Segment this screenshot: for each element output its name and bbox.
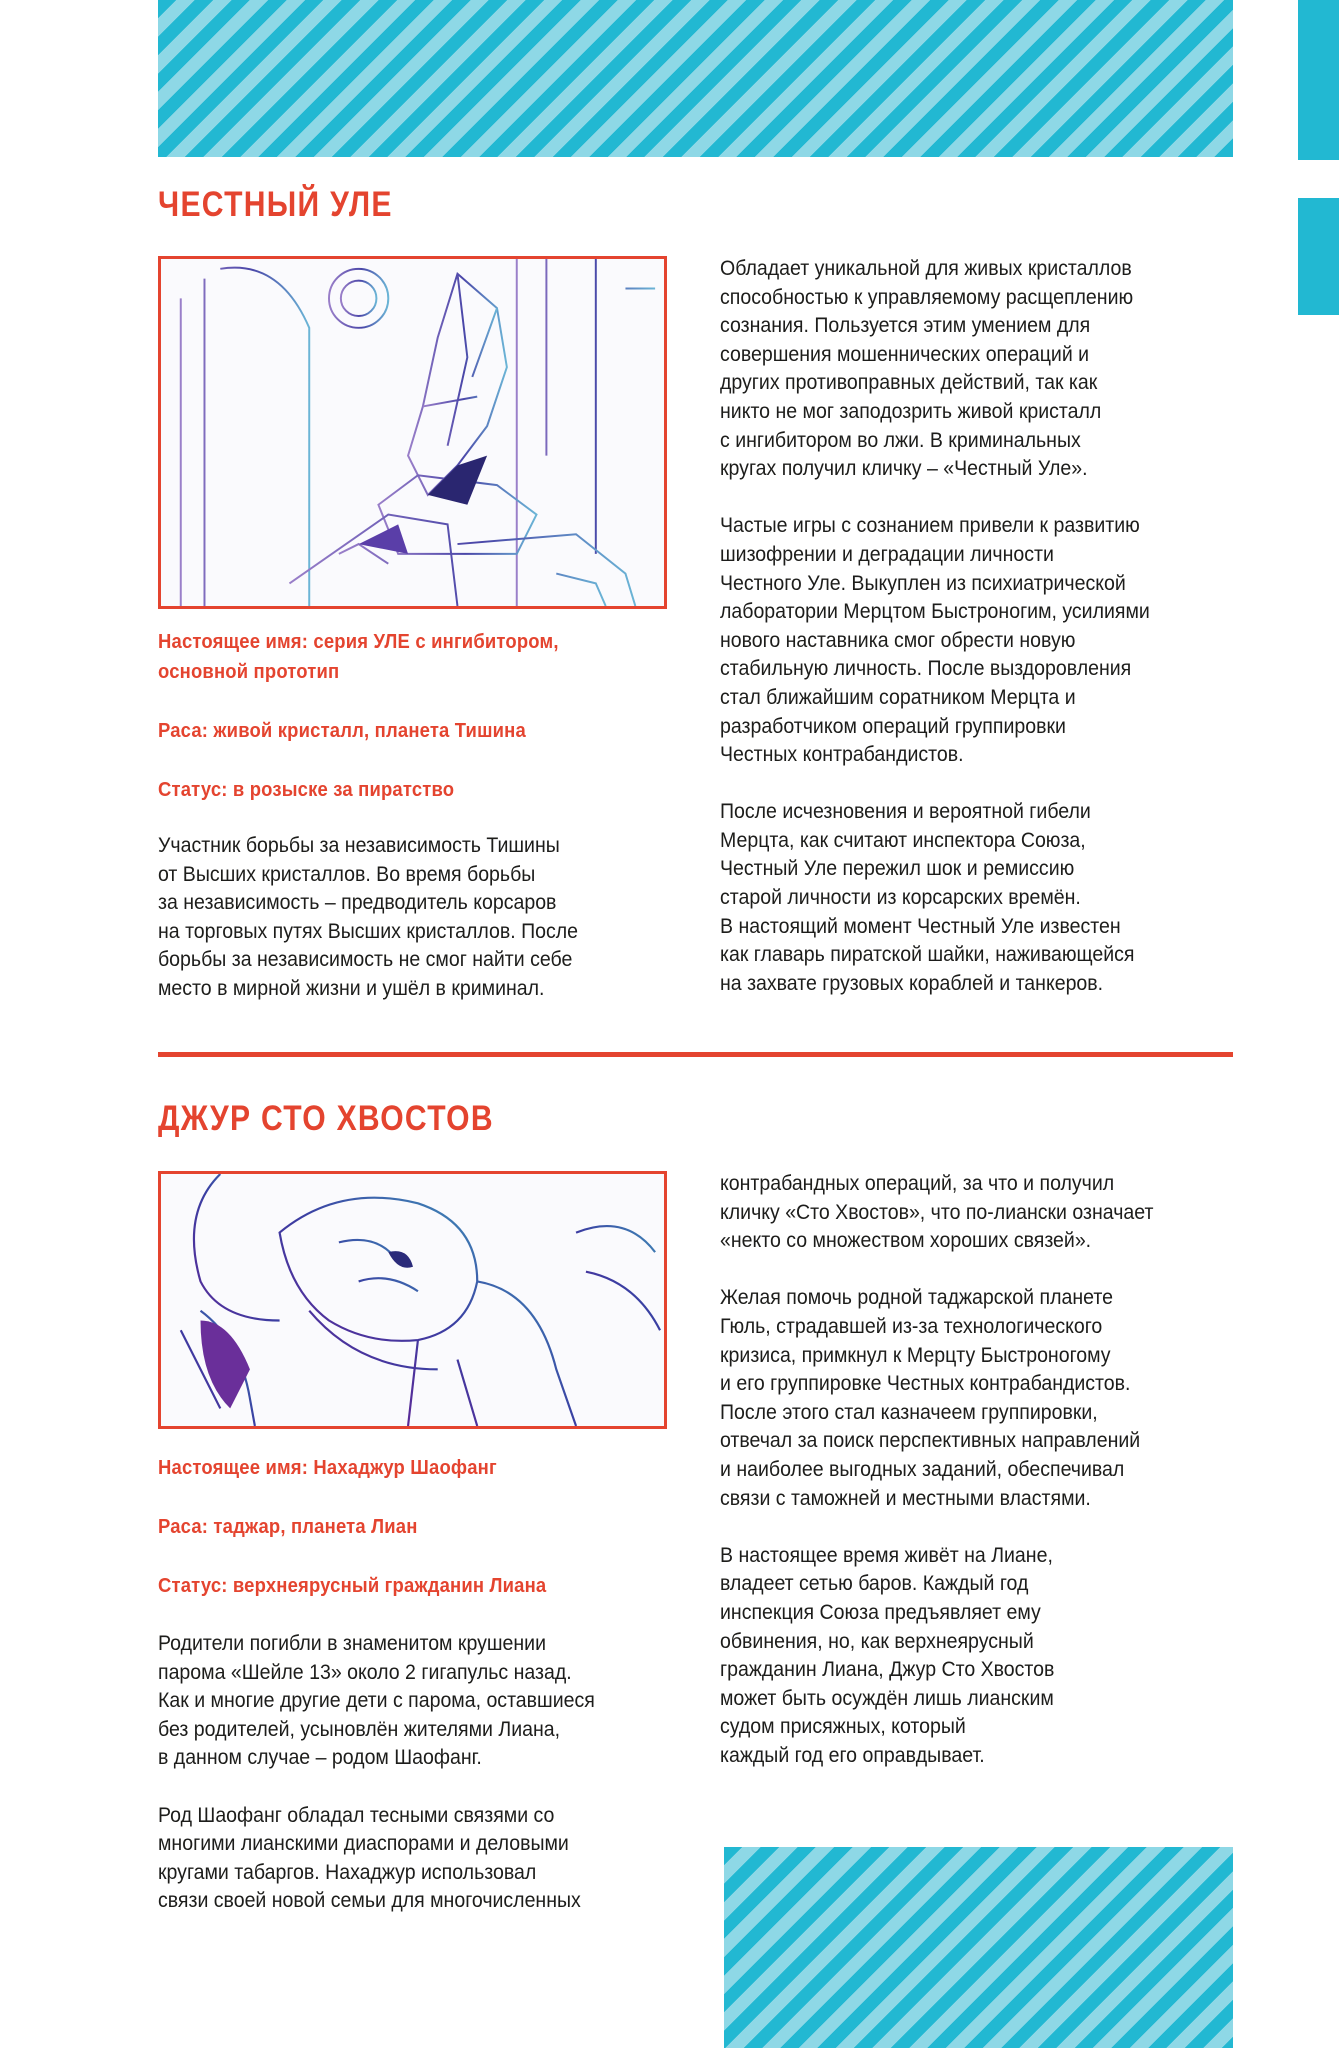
paragraph: Частые игры с сознанием привели к развитию шизофрении и деградации личности Честного Уле. Выкуплен из психиатрической лаборатории Мерцтом Быстроногим, усилиями нового наставника смог обрести новую стабильную личность. После выздоровления стал ближайшим соратником Мерцта и разработчиком операций группировки Честных контрабандистов. <box>720 514 1150 767</box>
meta-real-name: Настоящее имя: Нахаджур Шаофанг <box>158 1456 497 1479</box>
top-stripe-banner <box>158 0 1233 157</box>
section-divider <box>158 1052 1233 1057</box>
meta-race: Раса: живой кристалл, планета Тишина <box>158 719 526 742</box>
paragraph: После исчезновения и вероятной гибели Мерцта, как считают инспектора Союза, Честный Уле пережил шок и ремиссию старой личности из корсарских времён. В настоящий момент Честный Уле известен как главарь пиратской шайки, наживающейся на захвате грузовых кораблей и танкеров. <box>720 800 1135 995</box>
character-meta <box>158 1453 678 1601</box>
section-title-honest-ule: ЧЕСТНЫЙ УЛЕ <box>158 185 393 224</box>
section-title-jur-hundred-tails: ДЖУР СТО ХВОСТОВ <box>158 1099 494 1138</box>
paragraph: В настоящее время живёт на Лиане, владеет сетью баров. Каждый год инспекция Союза предъявляет ему обвинения, но, как верхнеярусный гражданин Лиана, Джур Сто Хвостов может быть осуждён лишь лианским судом присяжных, который каждый год его оправдывает. <box>720 1543 1055 1767</box>
bottom-stripe-banner <box>724 1847 1233 2048</box>
meta-real-name: Настоящее имя: серия УЛЕ с ингибитором, основной прототип <box>158 630 559 683</box>
character-illustration <box>158 1171 667 1429</box>
biography-left <box>158 1630 758 1916</box>
paragraph: контрабандных операций, за что и получил кличку «Сто Хвостов», что по-лиански означает «некто со множеством хороших связей». <box>720 1172 1154 1253</box>
paragraph: Родители погибли в знаменитом крушении парома «Шейле 13» около 2 гигапульс назад. Как и многие другие дети с парома, оставшиеся без родителей, усыновлён жителями Лиана, в данном случае – родом Шаофанг. <box>158 1632 595 1770</box>
meta-race: Раса: таджар, планета Лиан <box>158 1515 418 1538</box>
meta-status: Статус: верхнеярусный гражданин Лиана <box>158 1574 547 1597</box>
paragraph: Род Шаофанг обладал тесными связями со многими лианскими диаспорами и деловыми кругами табаргов. Нахаджур использовал связи своей новой семьи для многочисленных <box>158 1803 581 1913</box>
paragraph: Обладает уникальной для живых кристаллов способностью к управляемому расщеплению сознания. Пользуется этим умением для совершения мошеннических операций и других противоправных действий, так как никто не мог заподозрить живой кристалл с ингибитором во лжи. В криминальных кругах получил кличку – «Честный Уле». <box>720 257 1134 481</box>
character-meta <box>158 627 678 805</box>
character-illustration <box>158 256 667 609</box>
biography-left <box>158 832 758 1004</box>
biography-right <box>720 1170 1320 1770</box>
crystal-alien-sketch-icon <box>161 259 664 606</box>
biography-right <box>720 255 1320 998</box>
page-tab-upper <box>1298 0 1339 160</box>
reptile-alien-sketch-icon <box>161 1174 664 1426</box>
meta-status: Статус: в розыске за пиратство <box>158 778 455 801</box>
paragraph: Участник борьбы за независимость Тишины от Высших кристаллов. Во время борьбы за независимость – предводитель корсаров на торговых путях Высших кристаллов. После борьбы за независимость не смог найти себе место в мирной жизни и ушёл в криминал. <box>158 834 579 1000</box>
paragraph: Желая помочь родной таджарской планете Гюль, страдавшей из-за технологического кризиса, примкнул к Мерцту Быстроногому и его группировке Честных контрабандистов. После этого стал казначеем группировки, отвечал за поиск перспективных направлений и наиболее выгодных заданий, обеспечивал связи с таможней и местными властями. <box>720 1286 1141 1510</box>
